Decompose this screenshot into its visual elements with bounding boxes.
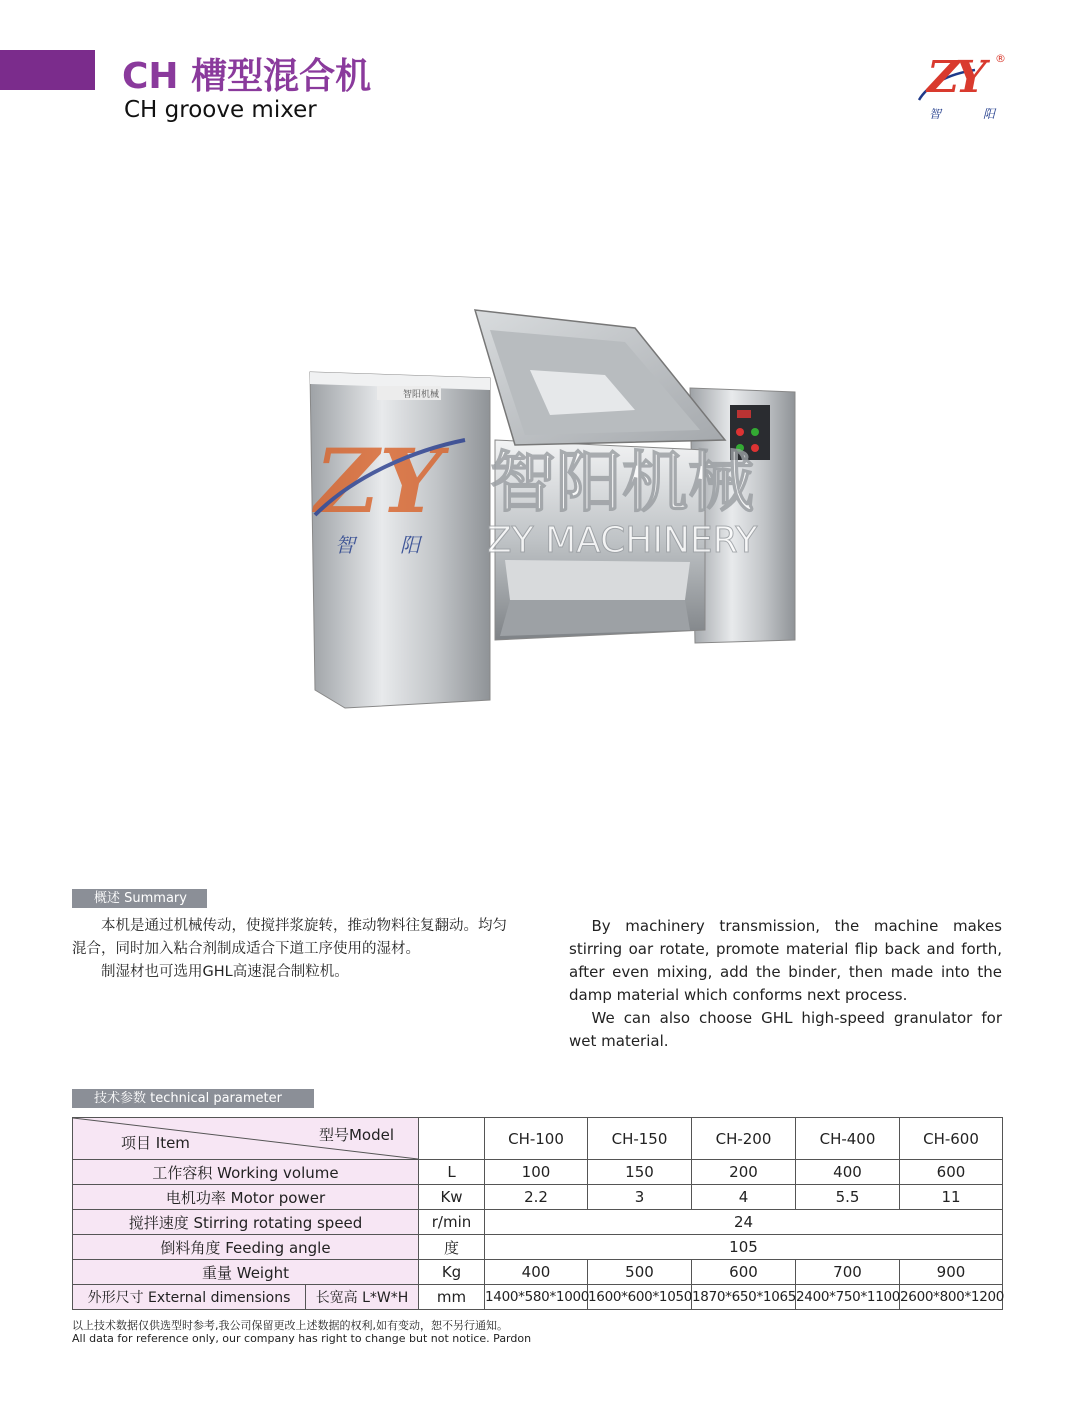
- model-header: CH-100: [485, 1118, 588, 1160]
- header-diagonal-cell: [73, 1118, 419, 1160]
- footnote-cn: 以上技术数据仅供选型时参考,我公司保留更改上述数据的权利,如有变动，恕不另行通知。: [72, 1319, 508, 1332]
- header-model-label: 型号Model: [318, 1126, 394, 1144]
- watermark-logo: ZY: [315, 429, 443, 533]
- summary-en: [569, 915, 1002, 1053]
- summary-en-paragraph-2: We can also choose GHL high-speed granulator for wet material.: [569, 1009, 1002, 1050]
- table-header-row: [73, 1118, 1003, 1160]
- table-cell: 600: [692, 1260, 796, 1285]
- table-cell: 2400*750*1100: [796, 1285, 900, 1310]
- brand-logo: [915, 52, 1005, 124]
- spec-table: [72, 1117, 1003, 1310]
- table-row: [73, 1260, 1003, 1285]
- footnote: [72, 1319, 531, 1345]
- row-label: 工作容积 Working volume: [73, 1160, 419, 1185]
- table-cell: 100: [485, 1160, 588, 1185]
- table-cell: 150: [588, 1160, 692, 1185]
- table-cell: 2600*800*1200: [900, 1285, 1003, 1310]
- watermark-en: ZY MACHINERY: [487, 520, 758, 561]
- model-header: CH-150: [588, 1118, 692, 1160]
- row-unit: r/min: [419, 1210, 485, 1235]
- table-cell: 700: [796, 1260, 900, 1285]
- table-cell: 5.5: [796, 1185, 900, 1210]
- footnote-en: All data for reference only, our company has right to change but not notice. Pardon: [72, 1332, 532, 1345]
- table-cell: 500: [588, 1260, 692, 1285]
- row-unit: mm: [419, 1285, 485, 1310]
- watermark-cn-left: 智: [335, 533, 355, 557]
- row-unit: 度: [419, 1235, 485, 1260]
- page-title-en: CH groove mixer: [124, 97, 317, 123]
- table-cell: 3: [588, 1185, 692, 1210]
- header-accent-bar: [0, 50, 95, 90]
- table-cell: 400: [485, 1260, 588, 1285]
- model-header: CH-200: [692, 1118, 796, 1160]
- photo-plate-text: 智阳机械: [403, 390, 440, 400]
- summary-cn-paragraph-2: 制湿材也可选用GHL高速混合制粒机。: [101, 964, 349, 980]
- table-cell: 4: [692, 1185, 796, 1210]
- table-row: [73, 1285, 1003, 1310]
- watermark-cn-right: 阳: [400, 533, 420, 557]
- table-cell: 900: [900, 1260, 1003, 1285]
- table-cell: 200: [692, 1160, 796, 1185]
- page-title-cn: CH 槽型混合机: [122, 56, 372, 97]
- table-row: [73, 1210, 1003, 1235]
- model-header: CH-400: [796, 1118, 900, 1160]
- header-unit-cell: [419, 1118, 485, 1160]
- logo-letters: ZY: [927, 52, 983, 103]
- model-header: CH-600: [900, 1118, 1003, 1160]
- table-cell-merged: 24: [485, 1210, 1003, 1235]
- product-photo: [305, 300, 805, 715]
- row-label: 重量 Weight: [73, 1260, 419, 1285]
- table-cell: 1600*600*1050: [588, 1285, 692, 1310]
- table-cell: 1400*580*1000: [485, 1285, 588, 1310]
- row-label: 搅拌速度 Stirring rotating speed: [73, 1210, 419, 1235]
- row-unit: L: [419, 1160, 485, 1185]
- table-cell: 400: [796, 1160, 900, 1185]
- table-row: [73, 1185, 1003, 1210]
- params-tab: 技术参数 technical parameter: [72, 1089, 314, 1108]
- table-cell-merged: 105: [485, 1235, 1003, 1260]
- table-row: [73, 1160, 1003, 1185]
- summary-cn-paragraph-1: 本机是通过机械传动，使搅拌浆旋转，推动物料往复翻动。均匀混合，同时加入粘合剂制成适合下道工序使用的湿材。: [72, 918, 507, 957]
- row-label: 电机功率 Motor power: [73, 1185, 419, 1210]
- summary-tab: 概述 Summary: [72, 889, 207, 908]
- header-item-label: 项目 Item: [121, 1134, 190, 1152]
- table-cell: 600: [900, 1160, 1003, 1185]
- table-cell: 2.2: [485, 1185, 588, 1210]
- logo-registered-mark: ®: [995, 52, 1006, 65]
- watermark-cn: 智阳机械: [490, 444, 754, 521]
- logo-chinese: [929, 105, 995, 122]
- table-row: [73, 1235, 1003, 1260]
- row-label: 外形尺寸 External dimensions: [73, 1285, 306, 1310]
- row-unit: Kw: [419, 1185, 485, 1210]
- table-cell: 11: [900, 1185, 1003, 1210]
- summary-en-paragraph-1: By machinery transmission, the machine makes stirring oar rotate, promote material flip back and forth, after even mixing, add the binder, then made into the damp material which conforms next process.: [569, 917, 1002, 1004]
- logo-cn-right: 阳: [982, 107, 995, 121]
- row-label: 倒料角度 Feeding angle: [73, 1235, 419, 1260]
- row-unit: Kg: [419, 1260, 485, 1285]
- table-cell: 1870*650*1065: [692, 1285, 796, 1310]
- summary-cn: [72, 915, 512, 984]
- row-sublabel: 长宽高 L*W*H: [306, 1285, 419, 1310]
- logo-cn-left: 智: [929, 107, 942, 121]
